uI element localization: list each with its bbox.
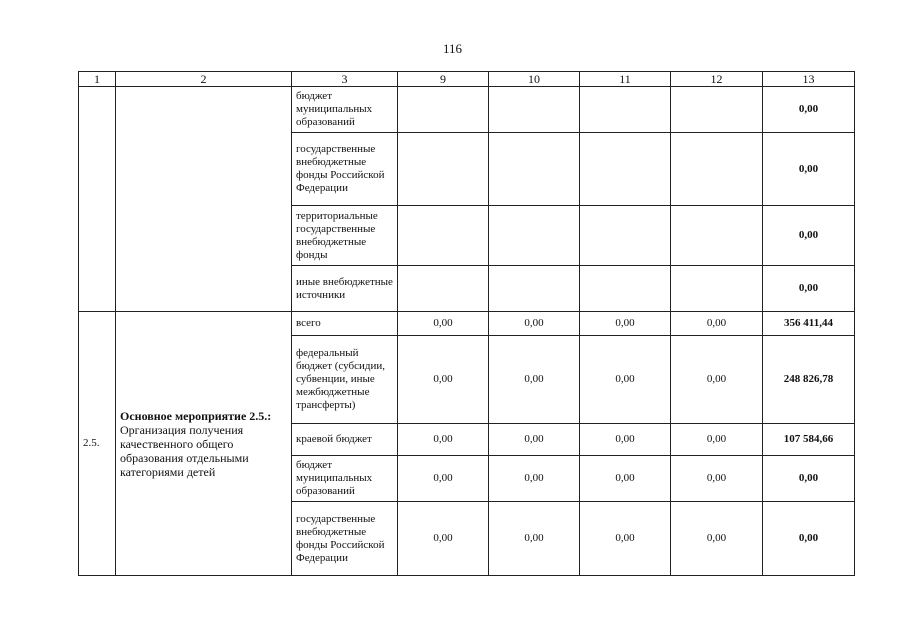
column-header: 2 <box>116 72 292 87</box>
index-cell-empty <box>79 87 116 312</box>
value-cell: 0,00 <box>489 502 580 576</box>
value-cell <box>580 133 671 206</box>
event-description: Организация получения качественного общего образования отдельными категориями детей <box>120 422 249 479</box>
value-cell <box>489 206 580 266</box>
funding-source-cell: территориальные государственные внебюджетные фонды <box>292 206 398 266</box>
value-cell: 0,00 <box>671 312 763 336</box>
value-cell: 0,00 <box>398 424 489 456</box>
value-cell: 0,00 <box>398 336 489 424</box>
value-cell <box>671 87 763 133</box>
column-header: 13 <box>763 72 855 87</box>
table-row <box>79 87 855 133</box>
value-cell: 0,00 <box>398 312 489 336</box>
column-header: 1 <box>79 72 116 87</box>
column-header: 9 <box>398 72 489 87</box>
value-cell: 0,00 <box>671 502 763 576</box>
event-description-cell <box>116 312 292 576</box>
value-cell: 0,00 <box>580 502 671 576</box>
table-row <box>79 312 855 336</box>
value-cell <box>489 133 580 206</box>
total-cell: 0,00 <box>763 502 855 576</box>
value-cell <box>398 206 489 266</box>
value-cell: 0,00 <box>398 502 489 576</box>
value-cell <box>671 266 763 312</box>
total-cell: 0,00 <box>763 206 855 266</box>
value-cell <box>398 87 489 133</box>
value-cell: 0,00 <box>489 336 580 424</box>
funding-source-cell: краевой бюджет <box>292 424 398 456</box>
value-cell <box>671 133 763 206</box>
funding-source-cell: федеральный бюджет (субсидии, субвенции, иные межбюджетные трансферты) <box>292 336 398 424</box>
funding-source-cell: бюджет муниципальных образований <box>292 87 398 133</box>
total-cell: 0,00 <box>763 266 855 312</box>
total-cell: 356 411,44 <box>763 312 855 336</box>
funding-source-cell: государственные внебюджетные фонды Российской Федерации <box>292 502 398 576</box>
column-header-row <box>79 72 855 87</box>
value-cell: 0,00 <box>580 424 671 456</box>
funding-source-cell: бюджет муниципальных образований <box>292 456 398 502</box>
value-cell: 0,00 <box>398 456 489 502</box>
value-cell: 0,00 <box>489 456 580 502</box>
funding-source-cell: иные внебюджетные источники <box>292 266 398 312</box>
value-cell <box>489 87 580 133</box>
value-cell: 0,00 <box>580 312 671 336</box>
value-cell <box>580 206 671 266</box>
value-cell: 0,00 <box>671 424 763 456</box>
event-index: 2.5. <box>79 312 116 576</box>
event-cell-empty <box>116 87 292 312</box>
value-cell <box>489 266 580 312</box>
page-number: 116 <box>442 41 463 56</box>
event-title: Основное мероприятие 2.5.: <box>120 408 272 423</box>
total-cell: 0,00 <box>763 133 855 206</box>
value-cell: 0,00 <box>580 336 671 424</box>
value-cell: 0,00 <box>580 456 671 502</box>
total-cell: 248 826,78 <box>763 336 855 424</box>
value-cell: 0,00 <box>489 312 580 336</box>
total-cell: 0,00 <box>763 87 855 133</box>
budget-table <box>78 71 855 576</box>
value-cell: 0,00 <box>671 336 763 424</box>
value-cell <box>671 206 763 266</box>
column-header: 11 <box>580 72 671 87</box>
funding-source-cell: всего <box>292 312 398 336</box>
column-header: 3 <box>292 72 398 87</box>
funding-source-cell: государственные внебюджетные фонды Российской Федерации <box>292 133 398 206</box>
value-cell: 0,00 <box>489 424 580 456</box>
total-cell: 0,00 <box>763 456 855 502</box>
total-cell: 107 584,66 <box>763 424 855 456</box>
value-cell <box>580 87 671 133</box>
value-cell <box>398 133 489 206</box>
value-cell: 0,00 <box>671 456 763 502</box>
column-header: 10 <box>489 72 580 87</box>
value-cell <box>580 266 671 312</box>
column-header: 12 <box>671 72 763 87</box>
value-cell <box>398 266 489 312</box>
